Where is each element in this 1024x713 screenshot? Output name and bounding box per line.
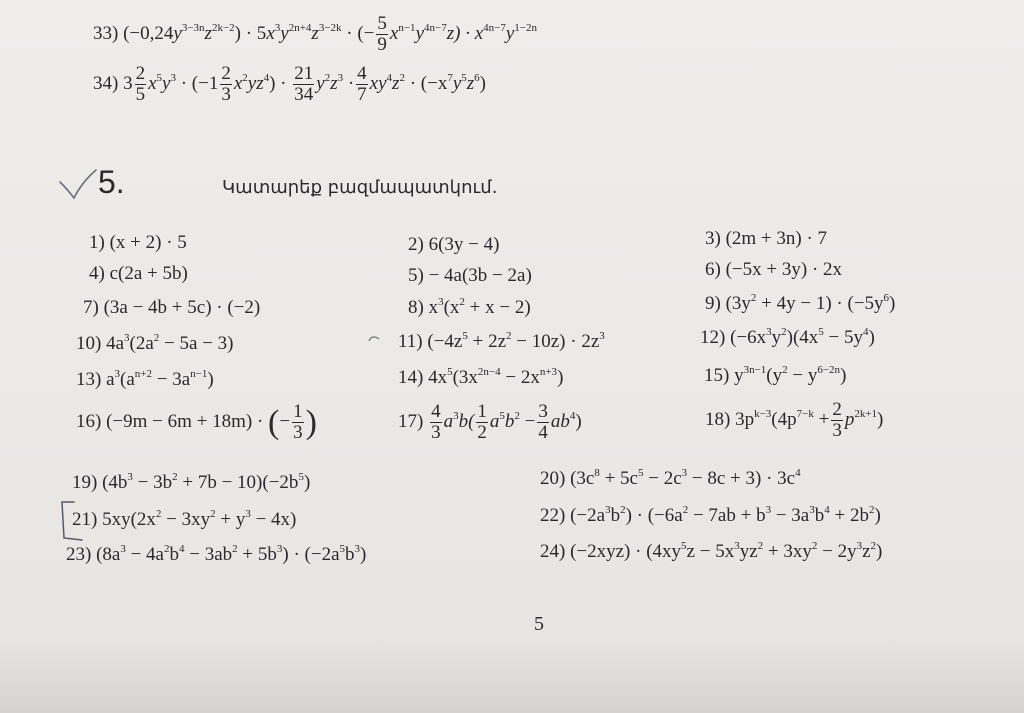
problem-9: 9) $(3y^2 + 4y - 1) \cdot (-5y^6)$ [705, 292, 896, 314]
problem-34: 34) 3 $\frac{2}{5}$ $x^5y^3 \cdot (-1$ $\frac{2}{3}$ $x^2yz^4$) · $\frac{21}{34}$ $y^2z^3$ · $\frac{4}{7}$ $xy^4z^2 \cdot (-x^7y^5z^6)$ [93, 63, 486, 105]
problem-18: 18) $3p^{k-3}(4p^{7-k}$ + $\frac{2}{3}$ $p^{2k+1}$) [705, 399, 884, 441]
section-number: 5. [98, 164, 125, 200]
problem-13: 13) $a^3(a^{n+2} - 3a^{n-1})$ [76, 368, 214, 390]
problem-3: 3) (2m + 3n) · 7 [705, 228, 828, 249]
problem-5: 5) − 4a(3b − 2a) [408, 265, 532, 286]
problem-6: 6) (−5x + 3y) · 2x [705, 259, 842, 280]
problem-24: 24) $(-2xyz) \cdot (4xy^5z - 5x^3yz^2 + 3xy^2 - 2y^3z^2)$ [540, 540, 883, 562]
problem-22: 22) $(-2a^3b^2) \cdot (-6a^2 - 7ab + b^3 - 3a^3b^4 + 2b^2)$ [540, 504, 881, 526]
problem-21: 21) $5xy(2x^2 - 3xy^2 + y^3 - 4x)$ [72, 508, 297, 530]
page-number: 5 [534, 613, 544, 635]
problem-7: 7) (3a − 4b + 5c) · (−2) [83, 297, 261, 318]
problem-10: 10) $4a^3(2a^2 - 5a - 3)$ [76, 332, 234, 354]
section-title: Կատարեք բազմապատկում. [222, 177, 498, 198]
problem-1: 1) (x + 2) · 5 [89, 232, 187, 253]
problem-17: 17) $\frac{4}{3}$ $a^3b$( $\frac{1}{2}$ $a^5b^2$ − $\frac{3}{4}$ $ab^4$) [398, 401, 582, 443]
problem-19: 19) $(4b^3 - 3b^2 + 7b - 10)(-2b^5)$ [72, 471, 311, 493]
problem-23: 23) $(8a^3 - 4a^2b^4 - 3ab^2 + 5b^3) \cdot (-2a^5b^3)$ [66, 543, 367, 565]
problem-8: 8) $x^3(x^2 + x - 2)$ [408, 296, 531, 318]
problem-11: 11) $(-4z^5 + 2z^2 - 10z) \cdot 2z^3$ [398, 330, 605, 352]
show-through-text [690, 40, 694, 60]
problem-16: 16) (−9m − 6m + 18m) · (− $\frac{1}{3}$ ) [76, 401, 317, 443]
problem-33: 33) $(-0,24y^{3-3n}z^{2k-2}) \cdot 5x^3y^{2n+4}z^{3-2k}$ · (− $\frac{5}{9}$ $x^{n-1}y^{4n-7}z) \cdot x^{4n-7}y^{1-2n}$ [93, 13, 538, 55]
pencil-mark-icon [368, 333, 380, 343]
problem-2: 2) 6(3y − 4) [408, 234, 500, 255]
bottom-shadow [0, 640, 1024, 713]
pencil-check-icon [58, 168, 98, 202]
problem-14: 14) $4x^5(3x^{2n-4} - 2x^{n+3})$ [398, 366, 564, 388]
problem-15: 15) $y^{3n-1}(y^2 - y^{6-2n})$ [704, 364, 847, 386]
problem-12: 12) $(-6x^3y^2)(4x^5 - 5y^4)$ [700, 326, 875, 348]
problem-4: 4) c(2a + 5b) [89, 263, 188, 284]
problem-20: 20) $(3c^8 + 5c^5 - 2c^3 - 8c + 3) \cdot 3c^4$ [540, 467, 801, 489]
